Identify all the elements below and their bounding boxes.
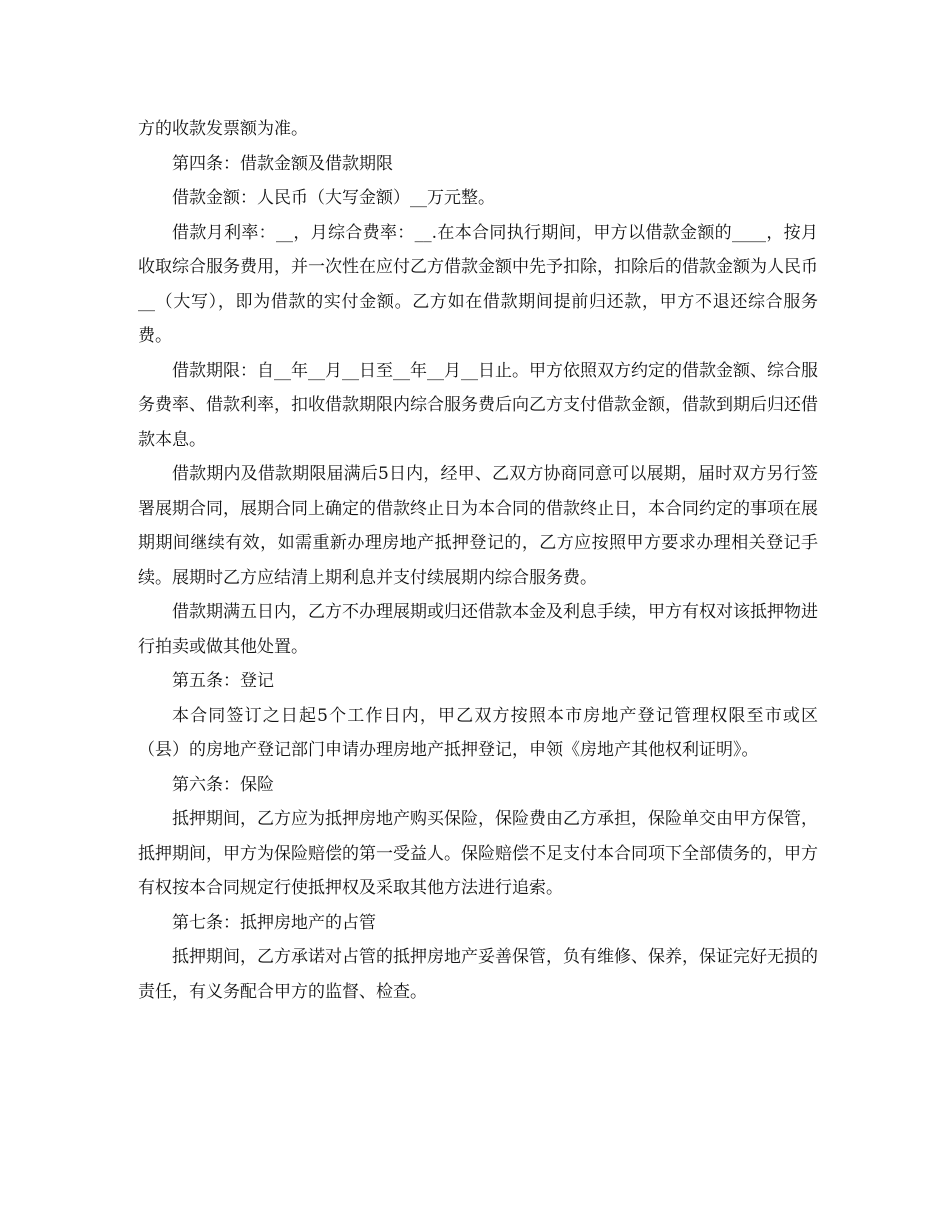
extension-clause: 借款期内及借款期限届满后5日内，经甲、乙双方协商同意可以展期，届时双方另行签署展期合同，展期合同上确定的借款终止日为本合同的借款终止日，本合同约定的事项在展期期间继续有效，如需重新办理房地产抵押登记的，乙方应按照甲方要求办理相关登记手续。展期时乙方应结清上期利息并支付续展期内综合服务费。 (138, 464, 818, 588)
article-6-heading: 第六条：保险 (172, 774, 274, 795)
paragraph-continuation: 方的收款发票额为准。 (138, 119, 308, 139)
custody-clause: 抵押期间，乙方承诺对占管的抵押房地产妥善保管，负有维修、保养，保证完好无损的责任，有义务配合甲方的监督、检查。 (138, 947, 818, 1002)
registration-clause: 本合同签订之日起5个工作日内，甲乙双方按照本市房地产登记管理权限至市或区（县）的房地产登记部门申请办理房地产抵押登记，申领《房地产其他权利证明》。 (138, 705, 818, 760)
contract-body (138, 112, 818, 1009)
article-4-heading: 第四条：借款金额及借款期限 (172, 153, 393, 174)
interest-rate-clause: 借款月利率：__，月综合费率：__.在本合同执行期间，甲方以借款金额的____，按月收取综合服务费用，并一次性在应付乙方借款金额中先予扣除，扣除后的借款金额为人民币__（大写），即为借款的实付金额。乙方如在借款期间提前归还款，甲方不退还综合服务费。 (138, 222, 818, 346)
default-clause: 借款期满五日内，乙方不办理展期或归还借款本金及利息手续，甲方有权对该抵押物进行拍卖或做其他处置。 (138, 602, 818, 657)
insurance-clause: 抵押期间，乙方应为抵押房地产购买保险，保险费由乙方承担，保险单交由甲方保管，抵押期间，甲方为保险赔偿的第一受益人。保险赔偿不足支付本合同项下全部债务的，甲方有权按本合同规定行使抵押权及采取其他方法进行追索。 (138, 809, 818, 898)
article-7-heading: 第七条：抵押房地产的占管 (172, 912, 376, 933)
article-5-heading: 第五条：登记 (172, 671, 274, 691)
loan-term-clause: 借款期限：自__年__月__日至__年__月__日止。甲方依照双方约定的借款金额、综合服务费率、借款利率，扣收借款期限内综合服务费后向乙方支付借款金额，借款到期后归还借款本息。 (138, 360, 818, 450)
loan-amount-clause: 借款金额：人民币（大写金额）__万元整。 (172, 188, 495, 208)
